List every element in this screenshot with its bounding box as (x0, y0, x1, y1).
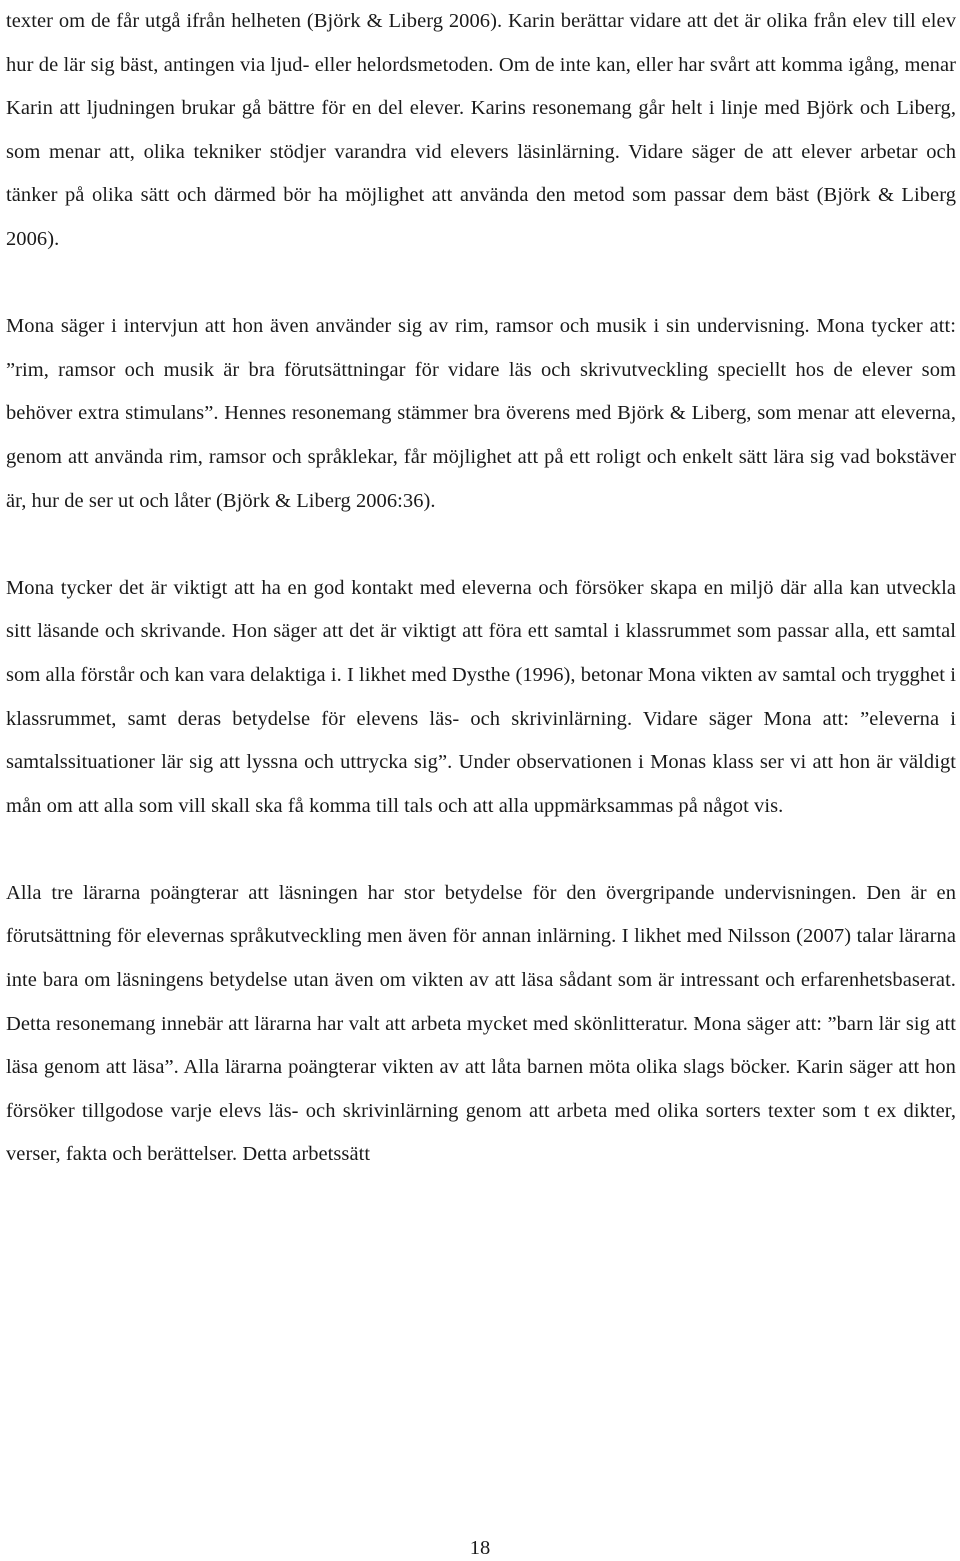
paragraph: Alla tre lärarna poängterar att läsningen har stor betydelse för den övergripande undervisningen. Den är en förutsättning för elevernas språkutveckling men även för annan inlärning. I likhet med Nilsson (2007) talar lärarna inte bara om läsningens betydelse utan även om vikten av att läsa sådant som är intressant och erfarenhetsbaserat. Detta resonemang innebär att lärarna har valt att arbeta mycket med skönlitteratur. Mona säger att: ”barn lär sig att läsa genom att läsa”. Alla lärarna poängterar vikten av att låta barnen möta olika slags böcker. Karin säger att hon försöker tillgodose varje elevs läs- och skrivinlärning genom att arbeta med olika sorters texter som t ex dikter, verser, fakta och berättelser. Detta arbetssätt (6, 881, 956, 1166)
paragraph: Mona säger i intervjun att hon även använder sig av rim, ramsor och musik i sin undervisning. Mona tycker att: ”rim, ramsor och musik är bra förutsättningar för vidare läs och skrivutveckling speciellt hos de elever som behöver extra stimulans”. Hennes resonemang stämmer bra överens med Björk & Liberg, som menar att eleverna, genom att använda rim, ramsor och språklekar, får möjlighet att på ett roligt och enkelt sätt lära sig vad bokstäver är, hur de ser ut och låter (Björk & Liberg 2006:36). (6, 315, 956, 512)
page-number: 18 (469, 1537, 491, 1559)
paragraph: Mona tycker det är viktigt att ha en god kontakt med eleverna och försöker skapa en miljö där alla kan utveckla sitt läsande och skrivande. Hon säger att det är viktigt att föra ett samtal i klassrummet som passar alla, ett samtal som alla förstår och kan vara delaktiga i. I likhet med Dysthe (1996), betonar Mona vikten av samtal och trygghet i klassrummet, samt deras betydelse för elevens läs- och skrivinlärning. Vidare säger Mona att: ”eleverna i samtalssituationer lär sig att lyssna och uttrycka sig”. Under observationen i Monas klass ser vi att hon är väldigt mån om att alla som vill skall ska få komma till tals och att alla uppmärksammas på något vis. (6, 576, 956, 817)
paragraph: texter om de får utgå ifrån helheten (Björk & Liberg 2006). Karin berättar vidare att det är olika från elev till elev hur de lär sig bäst, antingen via ljud- eller helordsmetoden. Om de inte kan, eller har svårt att komma igång, menar Karin att ljudningen brukar gå bättre för en del elever. Karins resonemang går helt i linje med Björk och Liberg, som menar att, olika tekniker stödjer varandra vid elevers läsinlärning. Vidare säger de att elever arbetar och tänker på olika sätt och därmed bör ha möjlighet att använda den metod som passar dem bäst (Björk & Liberg 2006). (6, 10, 956, 250)
body-text (6, 0, 956, 1177)
